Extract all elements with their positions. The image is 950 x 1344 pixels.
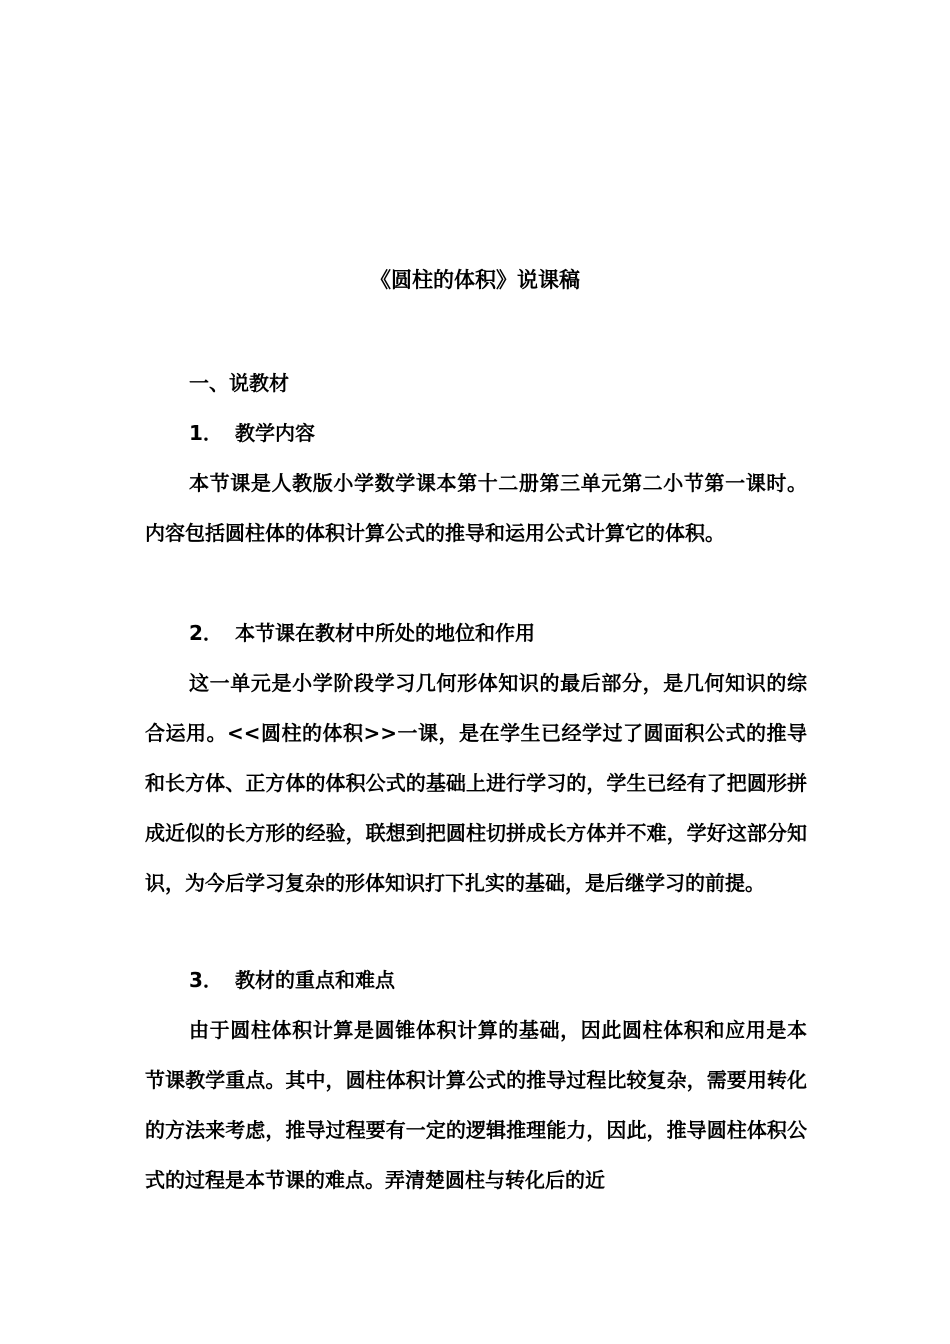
item-2	[145, 608, 807, 908]
item-3-title: 教材的重点和难点	[235, 968, 395, 992]
document-title: 《圆柱的体积》说课稿	[370, 268, 580, 292]
item-3	[145, 955, 807, 1205]
item-1-title: 教学内容	[235, 421, 315, 445]
item-2-number: 2．	[189, 621, 223, 645]
item-3-heading	[145, 955, 807, 1005]
item-2-title: 本节课在教材中所处的地位和作用	[235, 621, 535, 645]
item-1	[145, 408, 807, 558]
item-2-paragraph: 这一单元是小学阶段学习几何形体知识的最后部分，是几何知识的综合运用。<<圆柱的体积>>一课，是在学生已经学过了圆面积公式的推导和长方体、正方体的体积公式的基础上进行学习的，学生已经有了把圆形拼成近似的长方形的经验，联想到把圆柱切拼成长方体并不难，学好这部分知识，为今后学习复杂的形体知识打下扎实的基础，是后继学习的前提。	[145, 671, 807, 895]
section-heading-label: 一、说教材	[189, 371, 289, 395]
item-2-heading	[145, 608, 807, 658]
item-1-heading	[145, 408, 807, 458]
item-1-number: 1．	[189, 421, 223, 445]
item-3-paragraph: 由于圆柱体积计算是圆锥体积计算的基础，因此圆柱体积和应用是本节课教学重点。其中，圆柱体积计算公式的推导过程比较复杂，需要用转化的方法来考虑，推导过程要有一定的逻辑推理能力，因此，推导圆柱体积公式的过程是本节课的难点。弄清楚圆柱与转化后的近	[145, 1018, 807, 1192]
item-3-number: 3．	[189, 968, 223, 992]
item-1-paragraph: 本节课是人教版小学数学课本第十二册第三单元第二小节第一课时。内容包括圆柱体的体积计算公式的推导和运用公式计算它的体积。	[145, 471, 807, 545]
section-heading-teaching-material	[145, 358, 807, 408]
